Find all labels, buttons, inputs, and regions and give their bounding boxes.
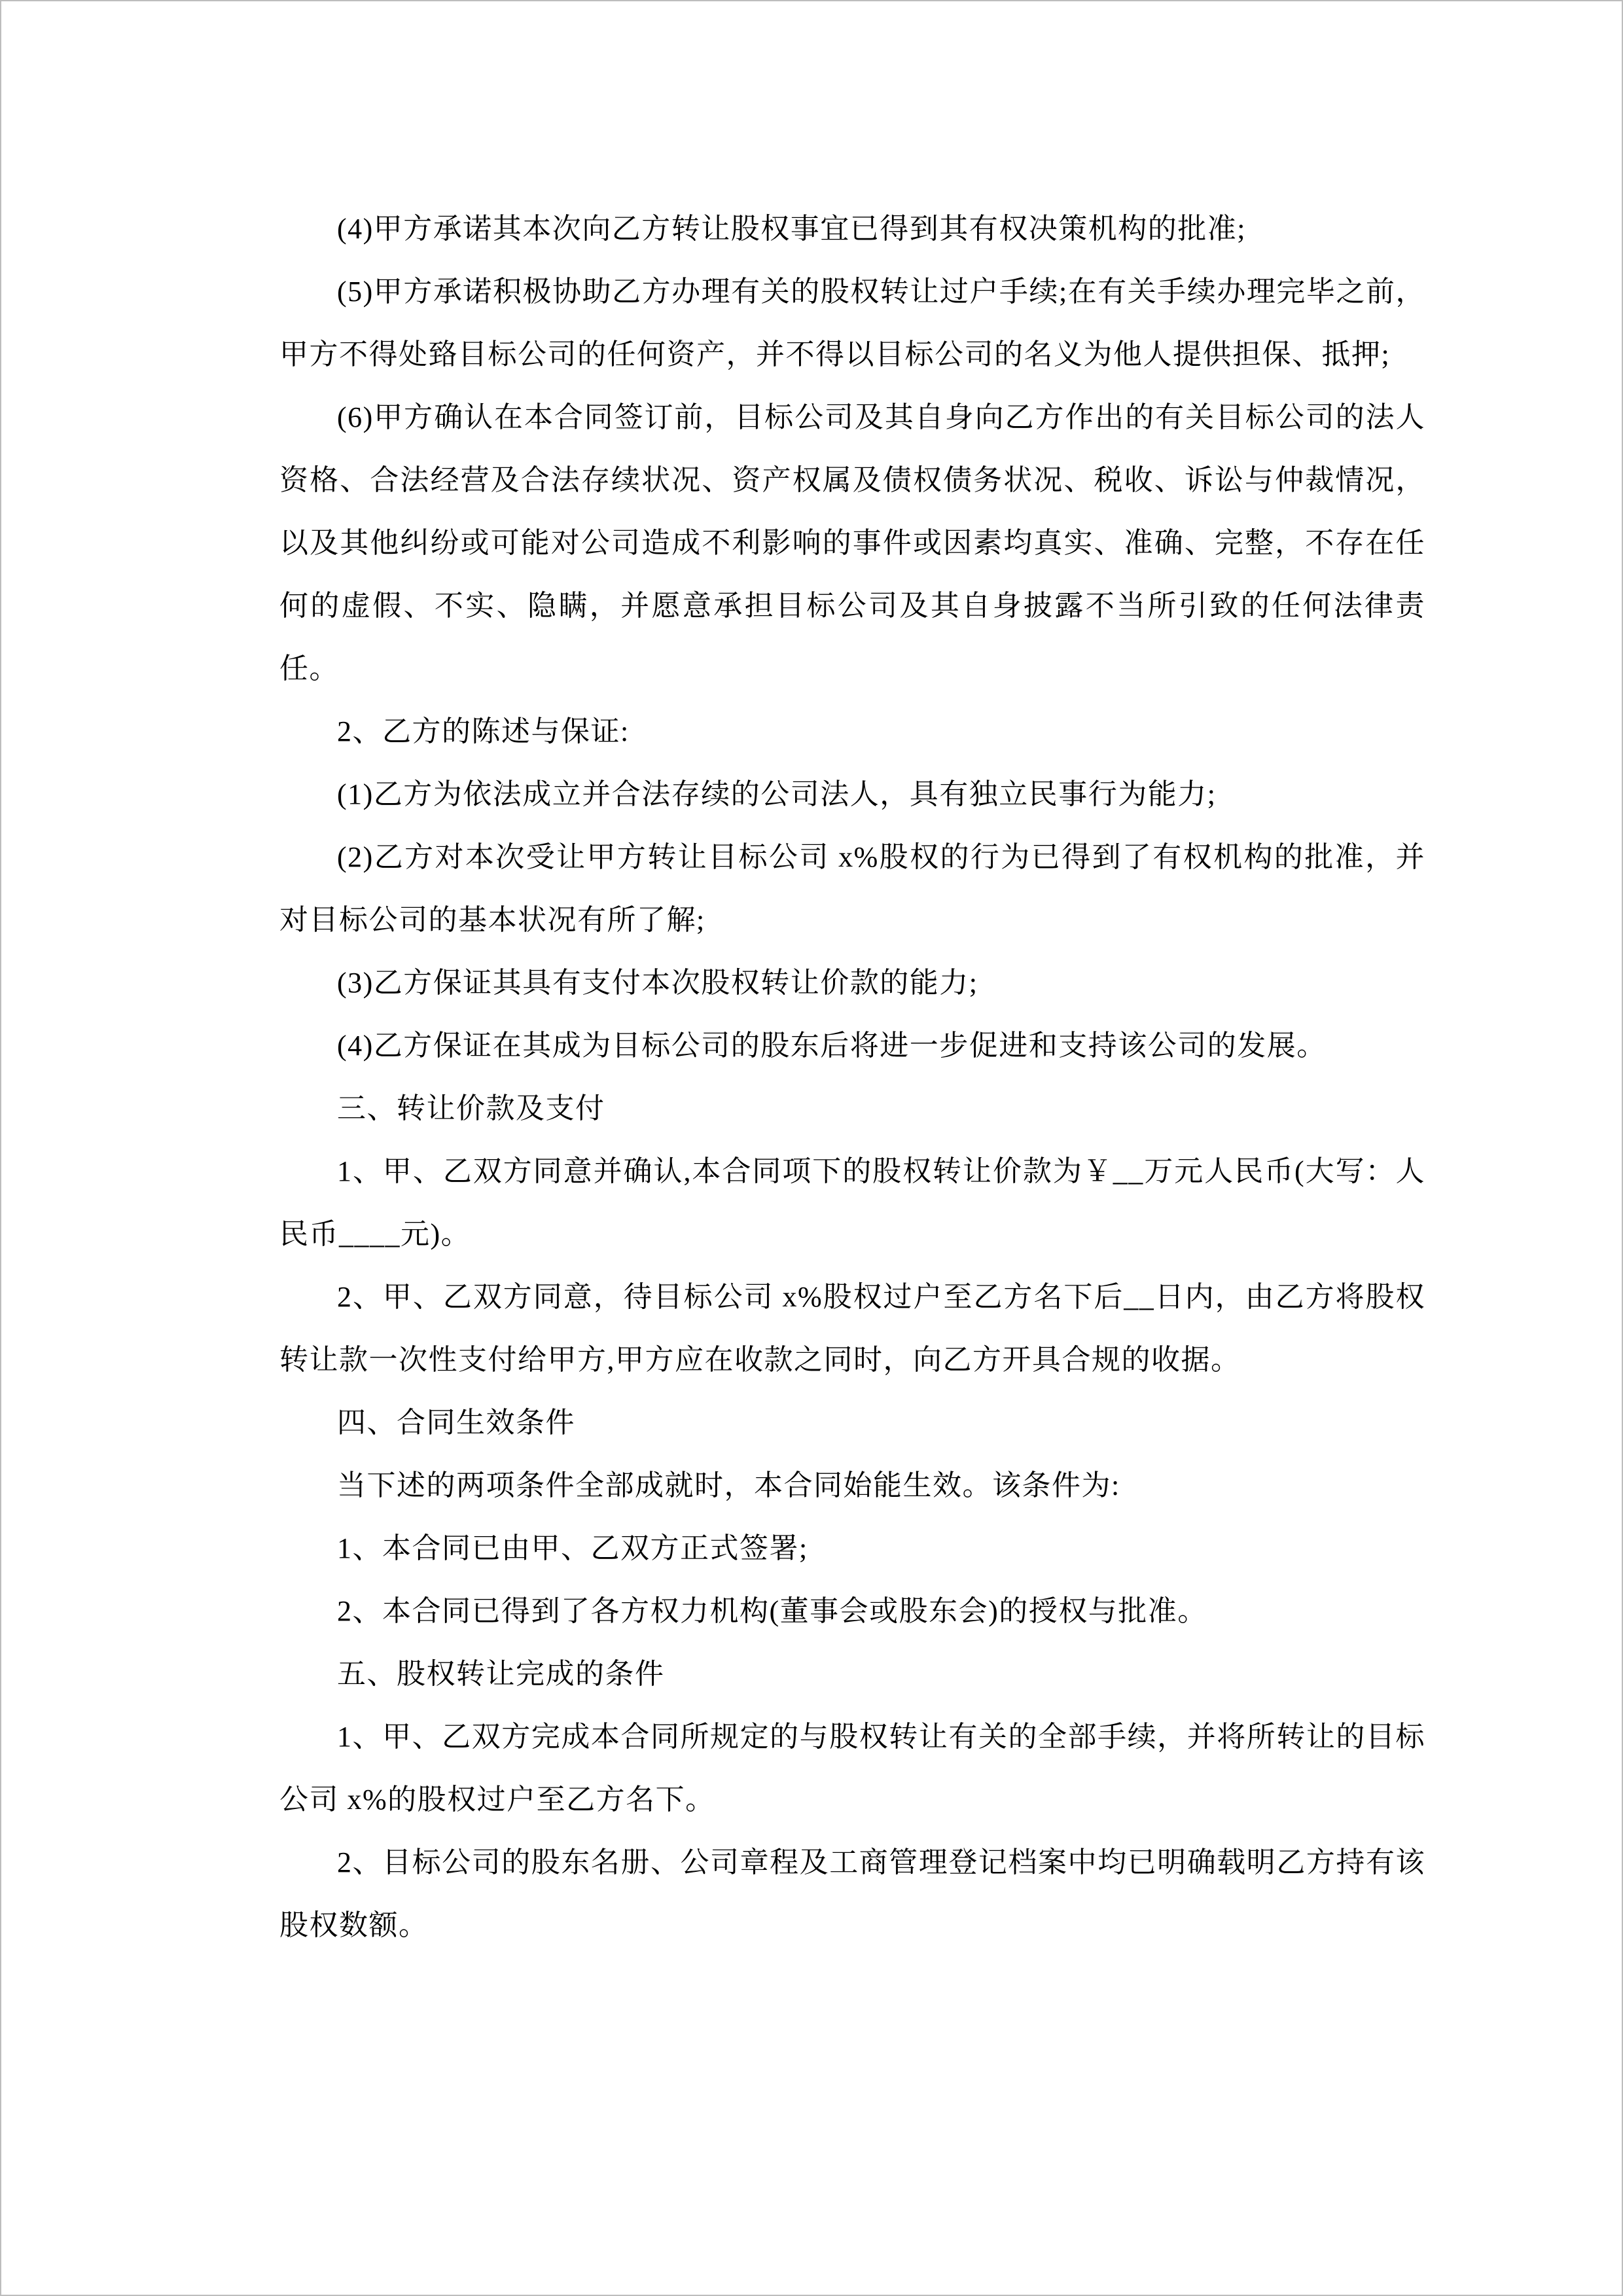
paragraph-article-4-intro: 当下述的两项条件全部成就时，本合同始能生效。该条件为: <box>337 1469 1120 1501</box>
paragraph-article-5-title: 五、股权转让完成的条件 <box>337 1658 665 1690</box>
paragraph-article-3-item-2: 2、甲、乙双方同意，待目标公司 x%股权过户至乙方名下后__日内，由乙方将股权转让款一次性支付给甲方,甲方应在收款之同时，向乙方开具合规的收据。 <box>279 1281 1425 1376</box>
paragraph-article-4-item-1: 1、本合同已由甲、乙双方正式签署; <box>337 1532 808 1564</box>
paragraph-article-3-item-1: 1、甲、乙双方同意并确认,本合同项下的股权转让价款为￥__万元人民币(大写：人民币____元)。 <box>279 1155 1425 1250</box>
paragraph-clause-a4: (4)甲方承诺其本次向乙方转让股权事宜已得到其有权决策机构的批准; <box>337 213 1247 245</box>
paragraph-clause-b2: (2)乙方对本次受让甲方转让目标公司 x%股权的行为已得到了有权机构的批准，并对目标公司的基本状况有所了解; <box>279 841 1425 936</box>
document-body <box>1 1 1622 1957</box>
paragraph-article-5-item-2: 2、目标公司的股东名册、公司章程及工商管理登记档案中均已明确载明乙方持有该股权数额。 <box>279 1846 1425 1941</box>
paragraph-article-4-title: 四、合同生效条件 <box>337 1407 575 1439</box>
paragraph-article-5-item-1: 1、甲、乙双方完成本合同所规定的与股权转让有关的全部手续，并将所转让的目标公司 x%的股权过户至乙方名下。 <box>279 1721 1425 1816</box>
paragraph-clause-b1: (1)乙方为依法成立并合法存续的公司法人，具有独立民事行为能力; <box>337 778 1217 810</box>
paragraph-clause-b4: (4)乙方保证在其成为目标公司的股东后将进一步促进和支持该公司的发展。 <box>337 1030 1327 1062</box>
paragraph-section-2-heading: 2、乙方的陈述与保证: <box>337 715 630 747</box>
paragraph-clause-a5: (5)甲方承诺积极协助乙方办理有关的股权转让过户手续;在有关手续办理完毕之前，甲方不得处臵目标公司的任何资产，并不得以目标公司的名义为他人提供担保、抵押; <box>279 276 1425 370</box>
paragraph-article-3-title: 三、转让价款及支付 <box>337 1092 605 1124</box>
paragraph-clause-a6: (6)甲方确认在本合同签订前，目标公司及其自身向乙方作出的有关目标公司的法人资格、合法经营及合法存续状况、资产权属及债权债务状况、税收、诉讼与仲裁情况，以及其他纠纷或可能对公司造成不利影响的事件或因素均真实、准确、完整，不存在任何的虚假、不实、隐瞒，并愿意承担目标公司及其自身披露不当所引致的任何法律责任。 <box>279 401 1425 685</box>
paragraph-article-4-item-2: 2、本合同已得到了各方权力机构(董事会或股东会)的授权与批准。 <box>337 1595 1207 1627</box>
paragraph-clause-b3: (3)乙方保证其具有支付本次股权转让价款的能力; <box>337 967 978 999</box>
